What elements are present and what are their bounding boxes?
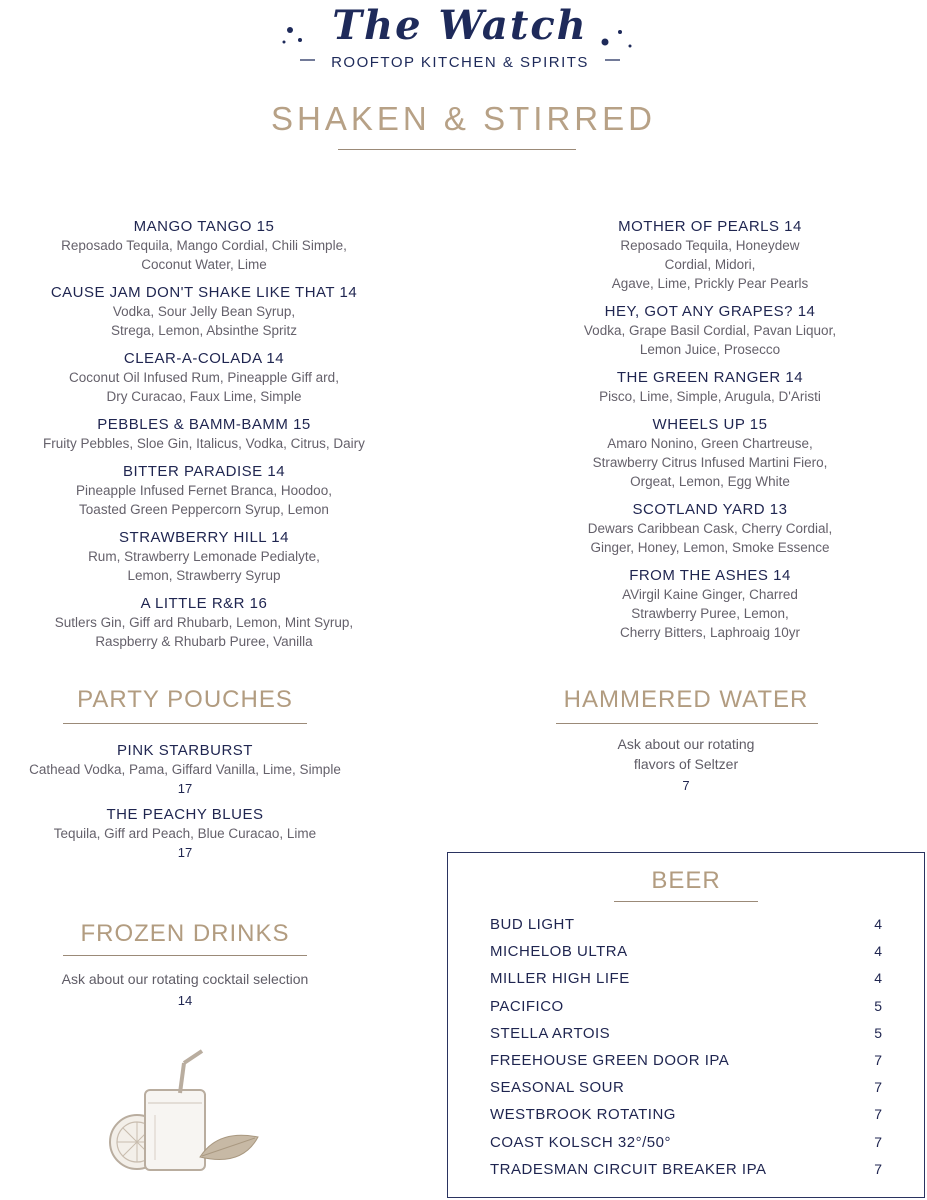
beer-price: 4 <box>874 916 882 932</box>
item-name: A LITTLE R&R 16 <box>140 595 268 612</box>
item-desc: Coconut Oil Infused Rum, Pineapple Giff ard, <box>69 370 339 385</box>
beer-price: 5 <box>874 997 882 1014</box>
item-desc: Sutlers Gin, Giff ard Rhubarb, Lemon, Mint Syrup, <box>54 615 354 630</box>
item-name: CAUSE JAM DON'T SHAKE LIKE THAT 14 <box>50 284 358 301</box>
item-desc: Rum, Strawberry Lemonade Pedialyte, <box>88 549 320 564</box>
beer-name: PACIFICO <box>490 997 564 1015</box>
item-price: 17 <box>177 845 193 860</box>
page-title: SHAKEN & STIRRED <box>271 100 656 137</box>
party-pouches-list <box>0 741 370 871</box>
item-desc: Fruity Pebbles, Sloe Gin, Italicus, Vodka, Citrus, Dairy <box>43 436 365 451</box>
beer-price: 7 <box>874 1133 882 1150</box>
beer-title: BEER <box>651 867 721 894</box>
item-desc: Orgeat, Lemon, Egg White <box>630 474 790 489</box>
hammered-divider <box>556 723 818 724</box>
item-desc: Tequila, Giff ard Peach, Blue Curacao, Lime <box>53 826 317 841</box>
beer-name: FREEHOUSE GREEN DOOR IPA <box>490 1051 730 1069</box>
list-item <box>448 998 924 1025</box>
item-desc: Reposado Tequila, Mango Cordial, Chili Simple, <box>61 238 347 253</box>
item-name: PINK STARBURST <box>117 742 253 759</box>
item-desc: Strega, Lemon, Absinthe Spritz <box>110 323 298 338</box>
item-desc: Reposado Tequila, Honeydew <box>620 238 800 253</box>
frozen-drinks-info <box>0 969 370 1010</box>
item-name: MOTHER OF PEARLS 14 <box>618 218 802 235</box>
item-desc: Dry Curacao, Faux Lime, Simple <box>106 389 302 404</box>
item-desc: Amaro Nonino, Green Chartreuse, <box>607 436 813 451</box>
item-desc: Cathead Vodka, Pama, Giffard Vanilla, Lime, Simple <box>29 762 341 777</box>
item-desc: Coconut Water, Lime <box>141 257 267 272</box>
hammered-desc: flavors of Seltzer <box>633 756 739 772</box>
menu-item <box>510 368 910 406</box>
item-desc: Strawberry Puree, Lemon, <box>631 606 789 621</box>
beer-name: MILLER HIGH LIFE <box>490 970 630 988</box>
beer-price: 4 <box>874 970 882 987</box>
brand-tagline: ROOFTOP KITCHEN & SPIRITS <box>315 54 605 71</box>
menu-item <box>510 566 910 642</box>
item-desc: Lemon Juice, Prosecco <box>639 342 781 357</box>
beer-panel <box>447 852 925 1198</box>
beer-name: MICHELOB ULTRA <box>490 943 628 961</box>
drink-illustration-icon <box>100 1045 270 1175</box>
beer-price: 7 <box>874 1051 882 1068</box>
item-desc: Cherry Bitters, Laphroaig 10yr <box>619 625 801 640</box>
list-item <box>448 1025 924 1052</box>
beer-name: STELLA ARTOIS <box>490 1024 611 1042</box>
list-item <box>448 943 924 970</box>
item-desc: Agave, Lime, Prickly Pear Pearls <box>611 276 809 291</box>
menu-item <box>0 349 408 406</box>
menu-item <box>0 594 408 651</box>
brand-logo <box>260 2 660 82</box>
item-desc: Ginger, Honey, Lemon, Smoke Essence <box>590 540 830 555</box>
title-divider <box>338 149 576 150</box>
item-desc: Dewars Caribbean Cask, Cherry Cordial, <box>587 521 833 536</box>
item-name: STRAWBERRY HILL 14 <box>119 529 289 546</box>
item-name: WHEELS UP 15 <box>652 416 768 433</box>
beer-name: COAST KOLSCH 32°/50° <box>490 1133 671 1151</box>
item-desc: Lemon, Strawberry Syrup <box>127 568 281 583</box>
menu-item <box>0 283 408 340</box>
list-item <box>448 1106 924 1133</box>
beer-price: 4 <box>874 943 882 960</box>
frozen-drinks-title: FROZEN DRINKS <box>80 920 290 947</box>
item-desc: Vodka, Grape Basil Cordial, Pavan Liquor, <box>583 323 837 338</box>
item-desc: Raspberry & Rhubarb Puree, Vanilla <box>95 634 313 649</box>
list-item <box>448 916 924 943</box>
item-name: SCOTLAND YARD 13 <box>632 501 788 518</box>
item-name: FROM THE ASHES 14 <box>629 567 791 584</box>
menu-item <box>510 500 910 557</box>
item-desc: Cordial, Midori, <box>664 257 756 272</box>
item-desc: Strawberry Citrus Infused Martini Fiero, <box>592 455 828 470</box>
beer-price: 7 <box>874 1160 882 1177</box>
frozen-price: 14 <box>177 993 193 1008</box>
item-price: 17 <box>177 781 193 796</box>
item-desc: AVirgil Kaine Ginger, Charred <box>622 587 798 602</box>
menu-item <box>0 415 408 453</box>
hammered-price: 7 <box>682 778 690 793</box>
item-name: THE PEACHY BLUES <box>106 806 264 823</box>
item-name: HEY, GOT ANY GRAPES? 14 <box>604 303 816 320</box>
menu-item <box>510 217 910 293</box>
party-pouches-title: PARTY POUCHES <box>77 686 293 713</box>
list-item <box>448 1161 924 1188</box>
item-name: CLEAR-A-COLADA 14 <box>123 350 285 367</box>
beer-price: 7 <box>874 1079 882 1096</box>
item-desc: Toasted Green Peppercorn Syrup, Lemon <box>79 502 329 517</box>
cocktail-list-right <box>510 217 910 651</box>
menu-item <box>510 415 910 491</box>
list-item <box>448 970 924 997</box>
beer-divider <box>614 901 758 902</box>
list-item <box>448 1052 924 1079</box>
menu-item <box>0 462 408 519</box>
menu-item <box>0 217 408 274</box>
party-divider <box>63 723 307 724</box>
hammered-water-info <box>520 734 852 795</box>
item-desc: Pineapple Infused Fernet Branca, Hoodoo, <box>76 483 332 498</box>
item-name: MANGO TANGO 15 <box>133 218 275 235</box>
item-name: BITTER PARADISE 14 <box>122 463 286 480</box>
beer-name: TRADESMAN CIRCUIT BREAKER IPA <box>490 1160 767 1178</box>
menu-item <box>0 805 370 862</box>
menu-item <box>510 302 910 359</box>
beer-price: 7 <box>874 1106 882 1123</box>
beer-list <box>448 916 924 1188</box>
item-desc: Pisco, Lime, Simple, Arugula, D'Aristi <box>599 389 821 404</box>
menu-item <box>0 741 370 798</box>
hammered-water-title: HAMMERED WATER <box>563 686 809 713</box>
menu-item <box>0 528 408 585</box>
frozen-divider <box>63 955 307 956</box>
hammered-desc: Ask about our rotating <box>617 736 755 752</box>
item-name: PEBBLES & BAMM-BAMM 15 <box>97 416 311 433</box>
item-desc: Vodka, Sour Jelly Bean Syrup, <box>112 304 296 319</box>
brand-name: The Watch <box>332 2 588 49</box>
list-item <box>448 1134 924 1161</box>
list-item <box>448 1079 924 1106</box>
beer-price: 5 <box>874 1024 882 1041</box>
beer-name: BUD LIGHT <box>490 916 575 933</box>
beer-name: SEASONAL SOUR <box>490 1079 625 1097</box>
item-name: THE GREEN RANGER 14 <box>616 369 804 386</box>
cocktail-list-left <box>0 217 408 660</box>
beer-name: WESTBROOK ROTATING <box>490 1106 676 1124</box>
frozen-desc: Ask about our rotating cocktail selection <box>61 971 309 987</box>
